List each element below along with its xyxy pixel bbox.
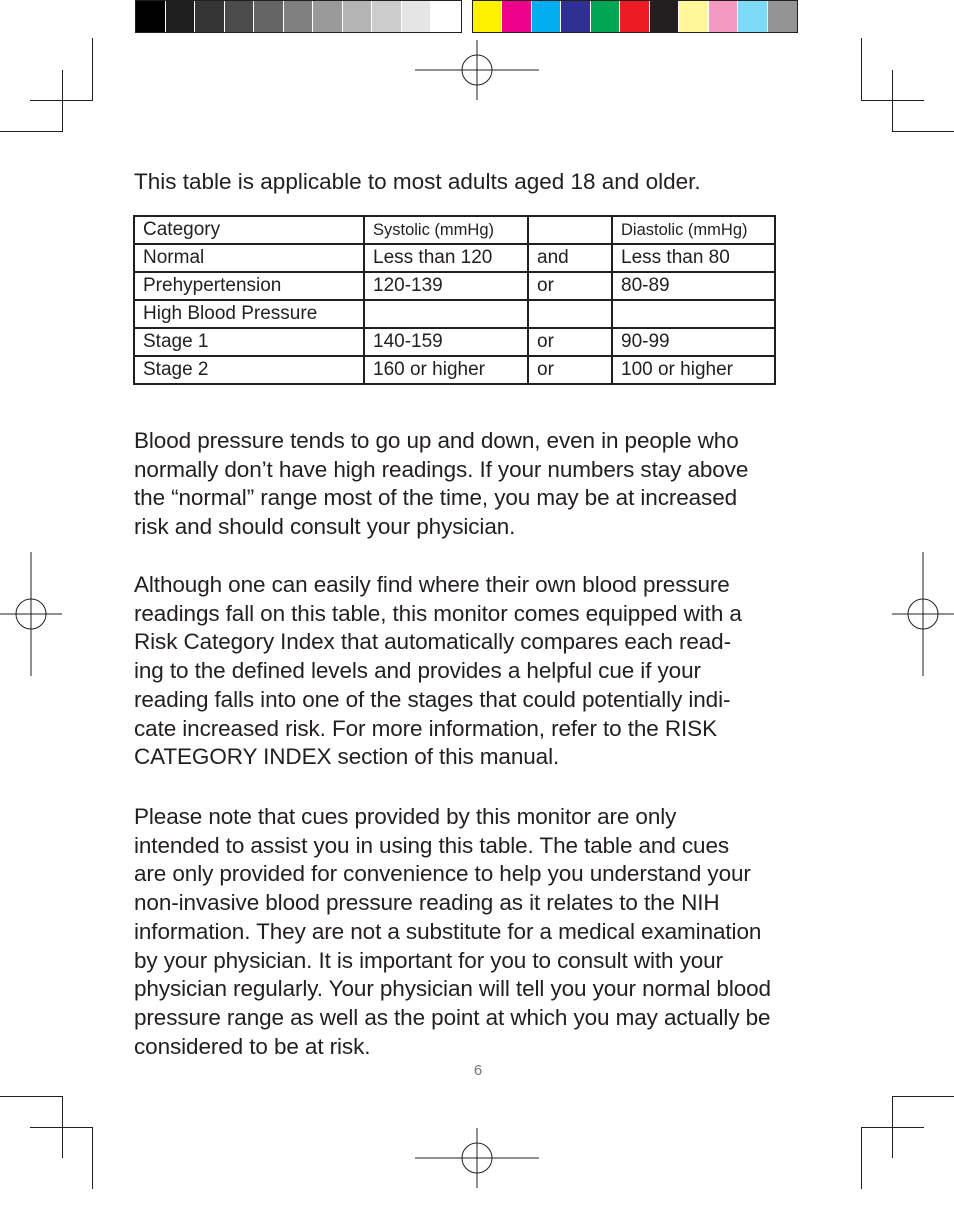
- row-diastolic: Less than 80: [612, 244, 775, 272]
- registration-target-right: [892, 552, 954, 676]
- color-swatch: [532, 1, 562, 32]
- color-swatch: [561, 1, 591, 32]
- color-swatch: [225, 1, 255, 32]
- row-connector: or: [528, 272, 612, 300]
- crop-mark: [62, 70, 63, 132]
- crop-mark: [892, 70, 893, 132]
- color-swatch: [136, 1, 166, 32]
- crop-mark: [861, 1127, 924, 1128]
- color-swatch: [372, 1, 402, 32]
- row-category: Prehypertension: [134, 272, 364, 300]
- crop-mark: [0, 131, 63, 132]
- row-diastolic: 80-89: [612, 272, 775, 300]
- crop-mark: [30, 1127, 93, 1128]
- color-swatch: [650, 1, 680, 32]
- header-systolic: Systolic (mmHg): [364, 216, 528, 244]
- color-swatch: [709, 1, 739, 32]
- row-category: Stage 2: [134, 356, 364, 384]
- table-row: [134, 244, 775, 272]
- table-row: [134, 300, 775, 328]
- table-row: [134, 356, 775, 384]
- registration-target-top: [415, 40, 539, 100]
- page-number: 6: [473, 1062, 483, 1079]
- color-swatch: [195, 1, 225, 32]
- color-swatch: [620, 1, 650, 32]
- crop-mark: [861, 38, 862, 100]
- color-swatch: [284, 1, 314, 32]
- registration-target-left: [0, 552, 62, 676]
- color-swatch: [166, 1, 196, 32]
- row-connector: and: [528, 244, 612, 272]
- color-calibration-bar: [135, 0, 798, 33]
- row-connector: or: [528, 356, 612, 384]
- color-swatch: [679, 1, 709, 32]
- row-category: Stage 1: [134, 328, 364, 356]
- paragraph-bp-variation: Blood pressure tends to go up and down, even in people who normally don’t have high readings. If your numbers stay above the “normal” range most of the time, you may be at increased risk and should consult your physician.: [134, 428, 749, 540]
- header-connector: [528, 216, 612, 244]
- crop-mark: [892, 1096, 954, 1097]
- color-swatch: [591, 1, 621, 32]
- paragraph-disclaimer: Please note that cues provided by this monitor are only intended to assist you in using this table. The table and cues are only provided for convenience to help you understand your non-invasive blood pressure reading as it relates to the NIH information. They are not a substitute for a medical examination by your physician. It is important for you to consult with your physician regularly. Your physician will tell you your normal blood pressure range as well as the point at which you may actually be considered to be at risk.: [134, 804, 771, 1059]
- color-swatch: [738, 1, 768, 32]
- color-swatch: [343, 1, 373, 32]
- row-category: Normal: [134, 244, 364, 272]
- row-connector: or: [528, 328, 612, 356]
- crop-mark: [892, 131, 954, 132]
- table-header-row: [134, 216, 775, 244]
- color-swatch: [431, 1, 461, 32]
- table-row: [134, 272, 775, 300]
- color-swatch: [768, 1, 798, 32]
- color-swatch: [473, 1, 503, 32]
- row-systolic: 120-139: [364, 272, 528, 300]
- row-diastolic: 90-99: [612, 328, 775, 356]
- header-category: Category: [134, 216, 364, 244]
- color-swatch: [402, 1, 432, 32]
- row-systolic: 140-159: [364, 328, 528, 356]
- crop-mark: [92, 38, 93, 100]
- row-diastolic: [612, 300, 775, 328]
- row-systolic: Less than 120: [364, 244, 528, 272]
- intro-text: This table is applicable to most adults aged 18 and older.: [134, 169, 701, 194]
- paragraph-risk-category-index: Although one can easily find where their own blood pressure readings fall on this table, this monitor comes equipped with a Risk Category Index that automatically compares each read- ing to the defined levels and provides a helpful cue if your reading falls into one of the stages that could potentially indi- cate increased risk. For more information, refer to the RISK CATEGORY INDEX section of this manual.: [134, 572, 742, 770]
- row-systolic: 160 or higher: [364, 356, 528, 384]
- blood-pressure-table: [133, 215, 776, 385]
- header-diastolic: Diastolic (mmHg): [612, 216, 775, 244]
- table-row: [134, 328, 775, 356]
- color-swatch: [254, 1, 284, 32]
- color-swatch: [502, 1, 532, 32]
- row-category: High Blood Pressure: [134, 300, 364, 328]
- crop-mark: [0, 1096, 63, 1097]
- registration-target-bottom: [415, 1128, 539, 1188]
- row-connector: [528, 300, 612, 328]
- crop-mark: [92, 1127, 93, 1189]
- row-systolic: [364, 300, 528, 328]
- grayscale-swatches: [135, 0, 462, 33]
- crop-mark: [861, 1127, 862, 1189]
- color-swatches: [472, 0, 799, 33]
- row-diastolic: 100 or higher: [612, 356, 775, 384]
- color-swatch: [313, 1, 343, 32]
